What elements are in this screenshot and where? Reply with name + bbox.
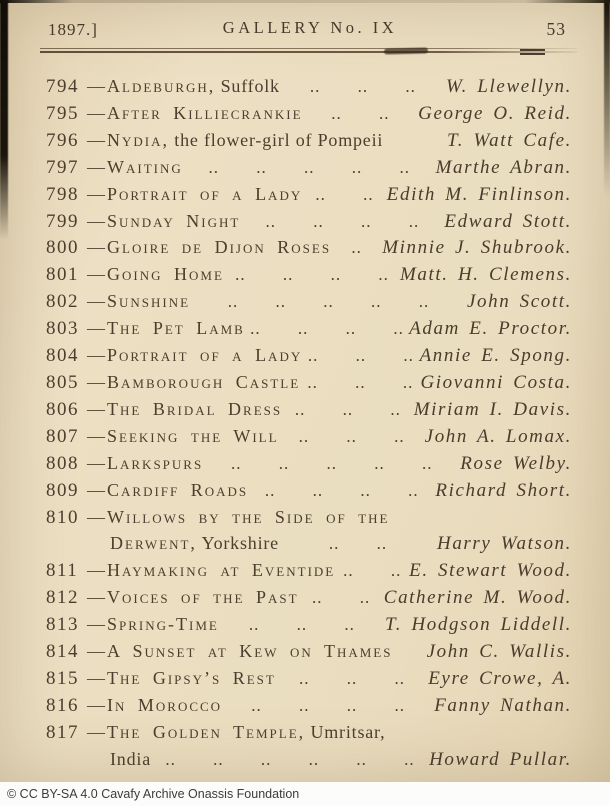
catalog-line bbox=[46, 181, 572, 208]
catalog-line bbox=[46, 450, 572, 477]
catalog-line bbox=[46, 100, 572, 127]
entry-number-block bbox=[46, 584, 107, 612]
catalog-line bbox=[46, 234, 572, 261]
artist-name: Catherine M. Wood. bbox=[383, 587, 572, 609]
entry-number: 801 bbox=[46, 264, 79, 286]
page-edge-shadow-top bbox=[0, 0, 610, 3]
dash-separator: — bbox=[87, 452, 105, 473]
dash-separator: — bbox=[87, 183, 105, 204]
dash-separator: — bbox=[87, 345, 105, 366]
artist-name: T. Watt Cafe. bbox=[447, 129, 572, 151]
entry-number: 805 bbox=[46, 371, 79, 393]
leader-dots: .. .. .. bbox=[299, 668, 406, 688]
catalog-line bbox=[46, 315, 572, 342]
leader-dots: .. .. .. .. .. bbox=[230, 453, 433, 473]
catalog-line bbox=[46, 530, 572, 557]
entry-number: 796 bbox=[46, 129, 79, 151]
entry-number-block bbox=[46, 665, 107, 693]
entry-number-block bbox=[46, 423, 107, 451]
artist-name: Minnie J. Shubrook. bbox=[382, 237, 572, 259]
entry-title-smallcaps: After Killiecrankie bbox=[107, 102, 303, 123]
entry-title-smallcaps: Seeking the Will bbox=[107, 425, 279, 446]
entry-number: 807 bbox=[46, 425, 79, 447]
catalog-line bbox=[46, 665, 572, 692]
entry-number: 799 bbox=[46, 210, 79, 232]
catalog-line bbox=[46, 638, 572, 665]
leader-dots: .. .. bbox=[331, 103, 390, 123]
entry-number-block bbox=[46, 504, 107, 532]
dash-separator: — bbox=[87, 506, 105, 527]
rule-line-bottom bbox=[40, 51, 577, 53]
entry-title-smallcaps: Aldeburgh, bbox=[107, 76, 216, 96]
artist-name: Miriam I. Davis. bbox=[413, 398, 572, 420]
leader-dots: .. .. .. .. .. .. bbox=[165, 749, 415, 769]
entry-title-smallcaps: In Morocco bbox=[107, 694, 223, 715]
dash-separator: — bbox=[87, 156, 105, 177]
entry-title-smallcaps: Nydia, bbox=[107, 129, 169, 150]
dash-separator: — bbox=[87, 291, 105, 312]
entry-number: 812 bbox=[46, 587, 79, 609]
dash-separator: — bbox=[87, 614, 105, 635]
artist-name: T. Hodgson Liddell. bbox=[384, 614, 572, 636]
entry-number: 810 bbox=[46, 506, 79, 528]
artist-name: W. Llewellyn. bbox=[445, 76, 572, 97]
entry-number-block bbox=[46, 638, 107, 666]
catalog-line bbox=[46, 746, 572, 773]
leader-dots: .. .. .. bbox=[307, 372, 414, 392]
artist-name: Matt. H. Clemens. bbox=[400, 264, 572, 286]
entry-title-smallcaps: The Pet Lamb bbox=[107, 318, 245, 339]
leader-dots: .. .. bbox=[343, 561, 402, 581]
catalog-line bbox=[46, 127, 572, 154]
entry-title-smallcaps: Derwent, bbox=[110, 533, 197, 554]
leader-dots: .. .. bbox=[315, 184, 374, 204]
entry-number-block bbox=[46, 181, 107, 209]
ink-mark-under-page-number bbox=[520, 49, 545, 57]
leader-dots: .. .. .. .. bbox=[265, 211, 420, 231]
entry-number-block bbox=[46, 396, 107, 424]
artist-name: Adam E. Proctor. bbox=[409, 318, 572, 340]
entry-title-smallcaps: Willows by the Side of the bbox=[107, 506, 390, 527]
dash-separator: — bbox=[87, 667, 105, 688]
entry-title-smallcaps: Gloire de Dijon Roses bbox=[107, 237, 332, 258]
dash-separator: — bbox=[87, 129, 105, 150]
entry-title-smallcaps: Haymaking at Eventide bbox=[107, 560, 336, 581]
catalog-line bbox=[46, 288, 572, 315]
entry-number-block bbox=[46, 611, 107, 639]
entry-title-smallcaps: Sunshine bbox=[107, 291, 191, 312]
leader-dots: .. .. .. bbox=[307, 346, 414, 366]
entry-title-smallcaps: The Golden Temple, bbox=[107, 721, 306, 742]
entry-number: 798 bbox=[46, 183, 79, 205]
entry-number: 813 bbox=[46, 614, 79, 636]
dash-separator: — bbox=[87, 102, 105, 123]
ink-smudge bbox=[384, 47, 428, 54]
entry-title-smallcaps: The Gipsy’s Rest bbox=[107, 667, 276, 688]
page-number: 53 bbox=[546, 19, 566, 39]
entry-number-block bbox=[46, 100, 107, 128]
entry-title-smallcaps: Sunday Night bbox=[107, 210, 241, 231]
dash-separator: — bbox=[87, 398, 105, 419]
artist-name: Fanny Nathan. bbox=[434, 694, 572, 716]
dash-separator: — bbox=[87, 237, 105, 258]
entry-number: 817 bbox=[46, 721, 79, 743]
entry-title-regular: Suffolk bbox=[215, 76, 280, 96]
entry-number-block bbox=[46, 719, 107, 747]
artist-name: Annie E. Spong. bbox=[419, 345, 572, 367]
dash-separator: — bbox=[87, 694, 105, 715]
artist-name: Harry Watson. bbox=[437, 533, 572, 555]
entry-number: 800 bbox=[46, 237, 79, 259]
catalog-line bbox=[46, 342, 572, 369]
entry-number-block bbox=[46, 208, 107, 236]
leader-dots: .. .. .. bbox=[298, 426, 405, 446]
artist-name: E. Stewart Wood. bbox=[409, 560, 572, 582]
catalog-line bbox=[46, 611, 572, 638]
entry-number: 811 bbox=[46, 560, 79, 582]
leader-dots: .. .. .. .. bbox=[264, 480, 419, 500]
leader-dots: .. .. .. .. bbox=[251, 695, 406, 715]
artist-name: Rose Welby. bbox=[460, 452, 572, 474]
catalog-line bbox=[46, 208, 572, 235]
catalog-line bbox=[46, 73, 572, 100]
catalog-line bbox=[46, 261, 572, 288]
leader-dots: .. .. bbox=[312, 588, 371, 608]
leader-dots: .. .. .. .. bbox=[250, 319, 404, 339]
entry-number-block bbox=[46, 450, 107, 478]
dash-separator: — bbox=[87, 318, 105, 339]
dash-separator: — bbox=[87, 425, 105, 446]
artist-name: Howard Pullar. bbox=[429, 748, 572, 770]
dash-separator: — bbox=[87, 641, 105, 662]
entry-title-smallcaps: Portrait of a Lady bbox=[107, 183, 303, 204]
artist-name: Richard Short. bbox=[435, 479, 572, 501]
catalog-line bbox=[46, 584, 572, 611]
entry-number-block bbox=[46, 234, 107, 262]
leader-dots: .. .. .. bbox=[294, 399, 401, 419]
artist-name: Eyre Crowe, A. bbox=[428, 667, 572, 689]
catalog-line bbox=[46, 369, 572, 396]
entry-title-smallcaps: Waiting bbox=[107, 156, 183, 177]
entry-title-regular: Umritsar, bbox=[305, 721, 386, 742]
entry-number-block bbox=[46, 288, 107, 316]
dash-separator: — bbox=[87, 560, 105, 581]
entry-number: 803 bbox=[46, 318, 79, 340]
entry-number-block bbox=[46, 261, 107, 289]
leader-dots: .. .. .. bbox=[309, 77, 416, 96]
leader-dots: .. bbox=[351, 238, 362, 258]
dash-separator: — bbox=[87, 721, 105, 742]
dash-separator: — bbox=[87, 76, 105, 96]
entry-number: 802 bbox=[46, 291, 79, 313]
entry-number-block bbox=[46, 315, 107, 343]
dash-separator: — bbox=[87, 371, 105, 392]
dash-separator: — bbox=[87, 264, 105, 285]
license-text: © CC BY-SA 4.0 Cavafy Archive Onassis Foundation bbox=[7, 787, 300, 801]
entry-number: 814 bbox=[46, 641, 79, 663]
entry-title-smallcaps: A Sunset at Kew on Thames bbox=[107, 641, 393, 662]
page-header bbox=[46, 18, 574, 42]
entry-number-block bbox=[46, 692, 107, 720]
entry-number-block bbox=[46, 342, 107, 370]
artist-name: John A. Lomax. bbox=[424, 425, 572, 447]
catalog-line bbox=[46, 692, 572, 719]
leader-dots: .. .. .. bbox=[248, 615, 355, 635]
entry-number: 804 bbox=[46, 345, 79, 367]
entry-title-smallcaps: Cardiff Roads bbox=[107, 479, 249, 500]
entry-title-smallcaps: Spring-Time bbox=[107, 614, 219, 635]
catalog-line bbox=[46, 477, 572, 504]
catalog-line bbox=[46, 504, 572, 531]
header-year: 1897.] bbox=[48, 20, 98, 39]
rule-line-top bbox=[40, 48, 577, 49]
leader-dots: .. .. bbox=[328, 534, 388, 554]
gallery-title: GALLERY No. IX bbox=[222, 18, 398, 37]
entry-number-block bbox=[46, 127, 107, 155]
entry-number-block bbox=[46, 154, 107, 182]
entry-number: 797 bbox=[46, 156, 79, 178]
entry-number-block bbox=[46, 73, 107, 101]
entry-number: 808 bbox=[46, 452, 79, 474]
catalog-line bbox=[46, 154, 572, 181]
entry-title-smallcaps: The Bridal Dress bbox=[107, 398, 283, 419]
artist-name: John Scott. bbox=[466, 291, 572, 313]
artist-name: John C. Wallis. bbox=[426, 641, 572, 663]
entry-title-regular: India bbox=[110, 748, 151, 769]
entry-number-block bbox=[46, 369, 107, 397]
entry-number-block bbox=[46, 557, 107, 585]
entry-title-smallcaps: Larkspurs bbox=[107, 452, 204, 473]
artist-name: Edith M. Finlinson. bbox=[386, 183, 572, 205]
entry-number: 806 bbox=[46, 398, 79, 420]
leader-dots: .. .. .. .. .. bbox=[227, 292, 430, 312]
artist-name: Giovanni Costa. bbox=[420, 371, 572, 393]
artist-name: Edward Stott. bbox=[444, 210, 572, 232]
catalog-list bbox=[46, 73, 572, 773]
entry-title-regular: the flower-girl of Pompeii bbox=[169, 129, 384, 150]
page-edge-shadow-right bbox=[604, 0, 610, 195]
double-rule bbox=[40, 48, 577, 56]
entry-number: 795 bbox=[46, 102, 79, 124]
entry-title-smallcaps: Voices of the Past bbox=[107, 587, 299, 608]
dash-separator: — bbox=[87, 587, 105, 608]
page-edge-shadow-left bbox=[0, 0, 8, 240]
leader-dots: .. .. .. .. bbox=[235, 265, 389, 285]
entry-title-regular: Yorkshire bbox=[196, 533, 279, 554]
entry-title-smallcaps: Going Home bbox=[107, 264, 224, 285]
leader-dots: .. .. .. .. .. bbox=[208, 157, 410, 177]
entry-number: 794 bbox=[46, 76, 79, 97]
catalog-line bbox=[46, 396, 572, 423]
artist-name: George O. Reid. bbox=[418, 102, 572, 124]
license-bar bbox=[0, 782, 610, 806]
entry-title-smallcaps: Portrait of a Lady bbox=[107, 345, 303, 366]
entry-number: 815 bbox=[46, 667, 79, 689]
entry-title-smallcaps: Bamborough Castle bbox=[107, 371, 301, 392]
entry-number-block bbox=[46, 477, 107, 505]
entry-number: 809 bbox=[46, 479, 79, 501]
dash-separator: — bbox=[87, 479, 105, 500]
entry-number: 816 bbox=[46, 694, 79, 716]
catalog-line bbox=[46, 719, 572, 746]
artist-name: Marthe Abran. bbox=[435, 156, 572, 178]
catalog-line bbox=[46, 423, 572, 450]
catalog-line bbox=[46, 557, 572, 584]
dash-separator: — bbox=[87, 210, 105, 231]
